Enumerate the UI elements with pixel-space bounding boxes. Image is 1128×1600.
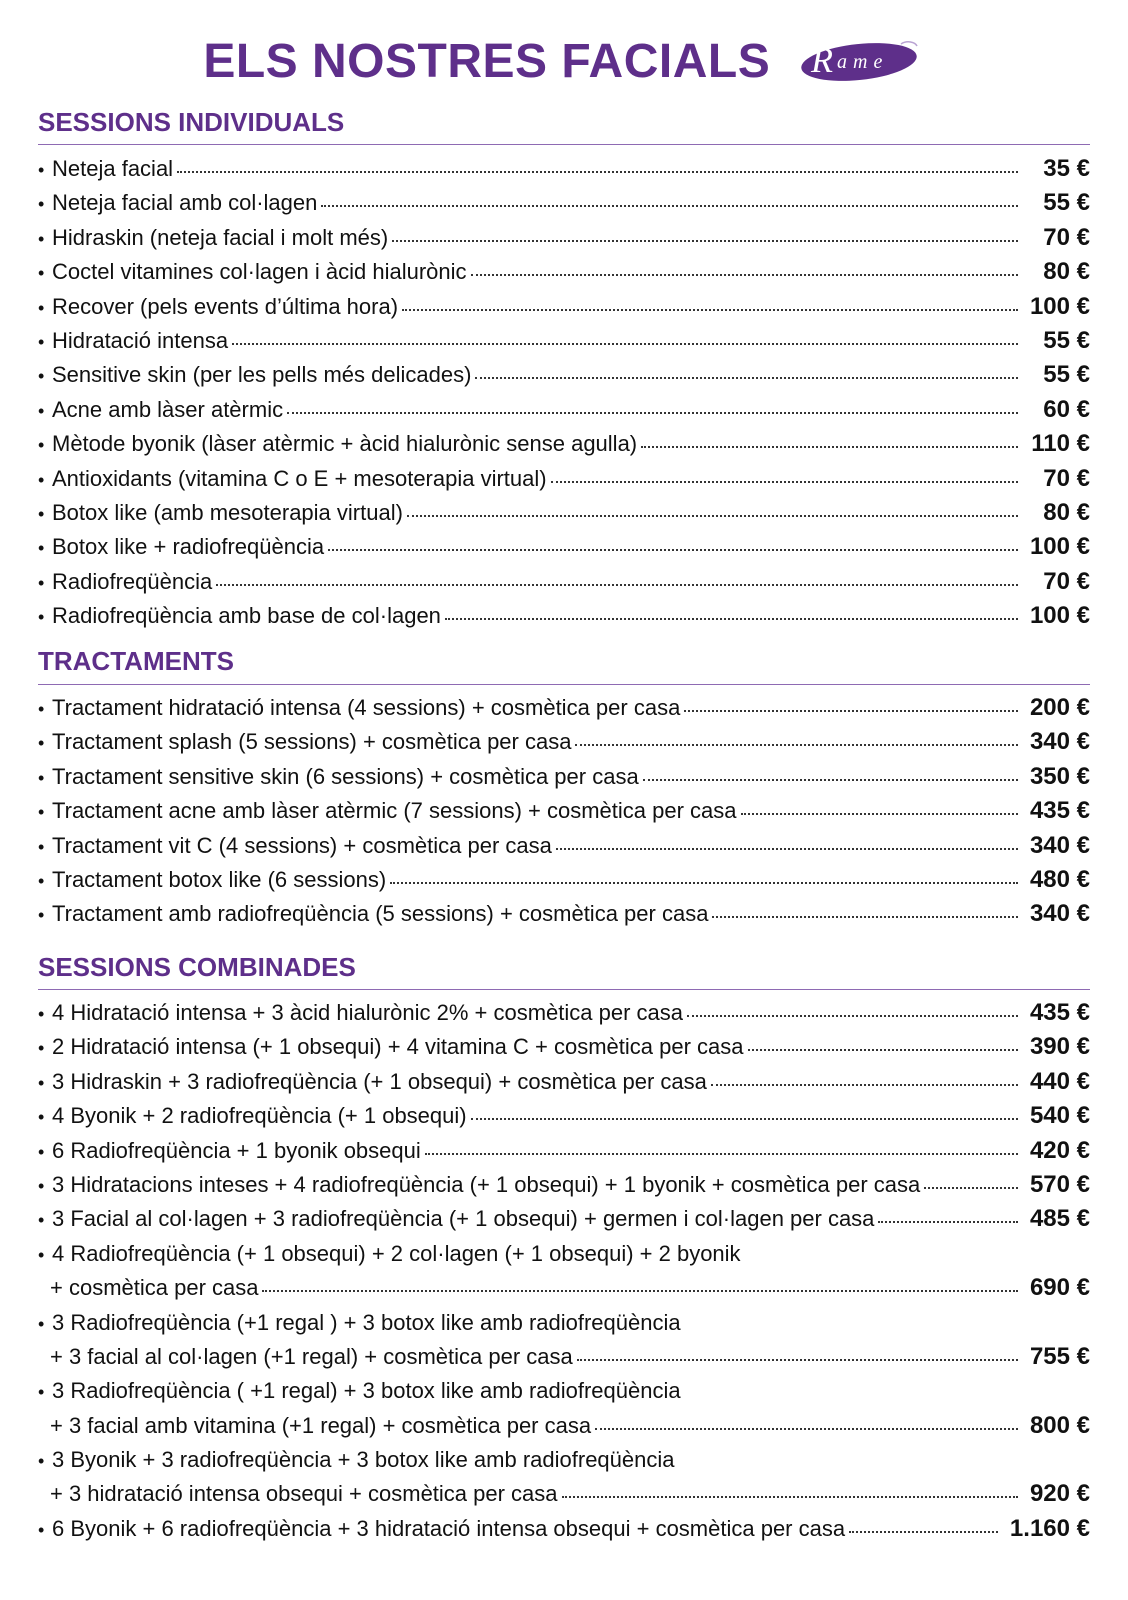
list-item: • 6 Radiofreqüència + 1 byonik obsequi 420 €: [38, 1134, 1090, 1168]
section-divider: [38, 144, 1090, 145]
price: 80 €: [1043, 498, 1090, 526]
list-item: • Tractament acne amb làser atèrmic (7 sessions) + cosmètica per casa 435 €: [38, 794, 1090, 828]
list-item: • Tractament sensitive skin (6 sessions) + cosmètica per casa 350 €: [38, 760, 1090, 794]
price: 340 €: [1029, 900, 1090, 928]
list-item: • 4 Radiofreqüència (+ 1 obsequi) + 2 col·lagen (+ 1 obsequi) + 2 byonik: [38, 1237, 1090, 1271]
price: 1.160 €: [1009, 1514, 1090, 1542]
section-divider: [38, 684, 1090, 685]
list-item: • Botox like + radiofreqüència 100 €: [38, 530, 1090, 564]
price: 35 €: [1043, 155, 1090, 182]
price: 100 €: [1029, 602, 1090, 630]
price: 70 €: [1043, 464, 1090, 492]
price: 350 €: [1029, 762, 1090, 790]
list-item: • 3 Hidratacions inteses + 4 radiofreqüència (+ 1 obsequi) + 1 byonik + cosmètica per casa 570 €: [38, 1168, 1090, 1202]
list-item: • Tractament splash (5 sessions) + cosmètica per casa 340 €: [38, 725, 1090, 759]
price: 340 €: [1029, 831, 1090, 859]
price: 480 €: [1029, 865, 1090, 893]
list-item-continuation: + cosmètica per casa 690 €: [38, 1271, 1090, 1305]
list-item: • Radiofreqüència 70 €: [38, 565, 1090, 599]
list-item: • 3 Hidraskin + 3 radiofreqüència (+ 1 obsequi) + cosmètica per casa 440 €: [38, 1065, 1090, 1099]
price: 485 €: [1029, 1205, 1090, 1233]
list-item: • 6 Byonik + 6 radiofreqüència + 3 hidratació intensa obsequi + cosmètica per casa 1.160 €: [38, 1512, 1090, 1546]
price: 920 €: [1029, 1480, 1090, 1508]
price: 55 €: [1043, 189, 1090, 217]
price: 570 €: [1029, 1170, 1090, 1198]
price: 110 €: [1031, 430, 1090, 458]
price: 435 €: [1029, 797, 1090, 825]
list-item: • 4 Byonik + 2 radiofreqüència (+ 1 obsequi) 540 €: [38, 1099, 1090, 1133]
list-item: • Tractament amb radiofreqüència (5 sessions) + cosmètica per casa 340 €: [38, 897, 1090, 931]
section-divider: [38, 989, 1090, 990]
price: 70 €: [1043, 567, 1090, 595]
title-row: [38, 34, 1090, 94]
price: 390 €: [1029, 1033, 1090, 1061]
individual-sessions-list: [38, 152, 1090, 633]
list-item: • 3 Radiofreqüència (+1 regal ) + 3 botox like amb radiofreqüència: [38, 1306, 1090, 1340]
list-item-continuation: + 3 hidratació intensa obsequi + cosmètica per casa 920 €: [38, 1477, 1090, 1511]
list-item: • 3 Radiofreqüència ( +1 regal) + 3 botox like amb radiofreqüència: [38, 1374, 1090, 1408]
list-item: • Hidraskin (neteja facial i molt més) 70 €: [38, 221, 1090, 255]
price: 60 €: [1043, 395, 1090, 423]
list-item: • Neteja facial amb col·lagen 55 €: [38, 186, 1090, 220]
rame-logo: [797, 36, 925, 84]
page-title: ELS NOSTRES FACIALS: [203, 35, 771, 88]
price: 55 €: [1043, 361, 1090, 389]
list-item: • Botox like (amb mesoterapia virtual) 80 €: [38, 496, 1090, 530]
list-item: • 2 Hidratació intensa (+ 1 obsequi) + 4 vitamina C + cosmètica per casa 390 €: [38, 1030, 1090, 1064]
section-heading-combined: SESSIONS COMBINADES: [38, 952, 356, 982]
section-heading-treatments: TRACTAMENTS: [38, 646, 234, 676]
list-item: • Neteja facial 35 €: [38, 152, 1090, 186]
list-item: • Antioxidants (vitamina C o E + mesoterapia virtual) 70 €: [38, 462, 1090, 496]
list-item: • 4 Hidratació intensa + 3 àcid hialurònic 2% + cosmètica per casa 435 €: [38, 996, 1090, 1030]
svg-text:ame: ame: [836, 51, 888, 73]
list-item-continuation: + 3 facial al col·lagen (+1 regal) + cosmètica per casa 755 €: [38, 1340, 1090, 1374]
list-item: • 3 Facial al col·lagen + 3 radiofreqüència (+ 1 obsequi) + germen i col·lagen per casa 485 €: [38, 1202, 1090, 1236]
list-item: • Acne amb làser atèrmic 60 €: [38, 393, 1090, 427]
price: 55 €: [1043, 326, 1090, 354]
price: 100 €: [1029, 292, 1090, 320]
list-item: • Recover (pels events d’última hora) 100 €: [38, 290, 1090, 324]
price: 800 €: [1029, 1411, 1090, 1439]
list-item-continuation: + 3 facial amb vitamina (+1 regal) + cosmètica per casa 800 €: [38, 1409, 1090, 1443]
price: 540 €: [1029, 1102, 1090, 1130]
list-item: • Tractament vit C (4 sessions) + cosmètica per casa 340 €: [38, 829, 1090, 863]
list-item: • Radiofreqüència amb base de col·lagen 100 €: [38, 599, 1090, 633]
list-item: • Mètode byonik (làser atèrmic + àcid hialurònic sense agulla) 110 €: [38, 427, 1090, 461]
list-item: • Tractament hidratació intensa (4 sessions) + cosmètica per casa 200 €: [38, 691, 1090, 725]
price: 435 €: [1029, 999, 1090, 1026]
price: 755 €: [1029, 1342, 1090, 1370]
price: 690 €: [1029, 1274, 1090, 1302]
price: 420 €: [1029, 1136, 1090, 1164]
price: 80 €: [1043, 258, 1090, 286]
list-item: • 3 Byonik + 3 radiofreqüència + 3 botox like amb radiofreqüència: [38, 1443, 1090, 1477]
price: 200 €: [1029, 694, 1090, 721]
list-item: • Sensitive skin (per les pells més delicades) 55 €: [38, 358, 1090, 392]
list-item: • Tractament botox like (6 sessions) 480 €: [38, 863, 1090, 897]
treatments-list: [38, 691, 1090, 932]
combined-sessions-list: [38, 996, 1090, 1546]
price: 440 €: [1029, 1067, 1090, 1095]
list-item: • Coctel vitamines col·lagen i àcid hialurònic 80 €: [38, 255, 1090, 289]
svg-text:R: R: [810, 40, 833, 80]
section-heading-individual: SESSIONS INDIVIDUALS: [38, 107, 345, 137]
price: 340 €: [1029, 728, 1090, 756]
list-item: • Hidratació intensa 55 €: [38, 324, 1090, 358]
price: 70 €: [1043, 223, 1090, 251]
price: 100 €: [1029, 533, 1090, 561]
